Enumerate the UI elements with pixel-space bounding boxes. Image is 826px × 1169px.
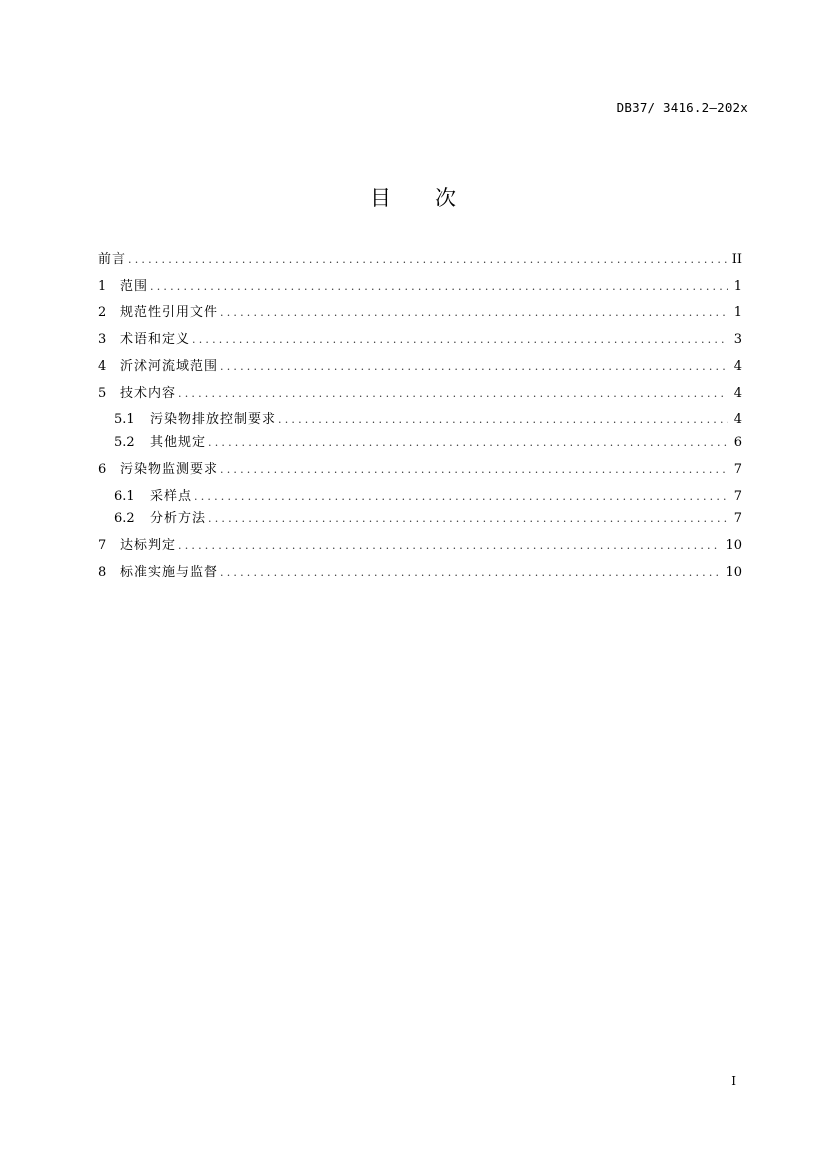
toc-entry-3[interactable] xyxy=(98,330,742,350)
toc-entry-label: 其他规定 xyxy=(150,435,207,450)
toc-dot-leader xyxy=(128,250,728,270)
toc-entry-page: 4 xyxy=(733,412,742,427)
toc-dot-leader xyxy=(208,433,728,453)
toc-entry-page: 3 xyxy=(733,332,742,347)
toc-dot-leader xyxy=(220,303,728,323)
toc-dot-leader xyxy=(178,384,728,404)
toc-entry-label: 前言 xyxy=(98,252,127,267)
toc-entry-label: 技术内容 xyxy=(120,386,177,401)
toc-dot-leader xyxy=(194,487,728,507)
toc-entry-number: 3 xyxy=(98,332,107,347)
toc-entry-page: 1 xyxy=(733,305,742,320)
toc-entry-number: 4 xyxy=(98,359,107,374)
toc-entry-page: 7 xyxy=(733,462,742,477)
toc-entry-5[interactable] xyxy=(98,384,742,404)
page-number: I xyxy=(731,1074,736,1088)
toc-entry-number: 7 xyxy=(98,538,107,553)
toc-entry-page: II xyxy=(731,252,742,267)
toc-entry-number: 8 xyxy=(98,565,107,580)
toc-entry-label: 标准实施与监督 xyxy=(120,565,219,580)
toc-entry-5-1[interactable] xyxy=(114,410,742,430)
toc-entry-1[interactable] xyxy=(98,277,742,297)
toc-dot-leader xyxy=(208,509,728,529)
toc-entry-label: 沂沭河流域范围 xyxy=(120,359,219,374)
toc-entry-2[interactable] xyxy=(98,303,742,323)
toc-entry-page: 1 xyxy=(733,279,742,294)
toc-entry-label: 分析方法 xyxy=(150,511,207,526)
toc-entry-number: 5 xyxy=(98,386,107,401)
toc-entry-page: 4 xyxy=(733,386,742,401)
toc-entry-page: 4 xyxy=(733,359,742,374)
toc-entry-number: 6.1 xyxy=(114,489,135,504)
toc-entry-number: 5.1 xyxy=(114,412,135,427)
toc-dot-leader xyxy=(220,357,728,377)
toc-entry-number: 6.2 xyxy=(114,511,135,526)
toc-entry-5-2[interactable] xyxy=(114,433,742,453)
toc-dot-leader xyxy=(150,277,728,297)
toc-entry-label: 规范性引用文件 xyxy=(120,305,219,320)
toc-entry-number: 1 xyxy=(98,279,107,294)
toc-entry-label: 达标判定 xyxy=(120,538,177,553)
toc-title xyxy=(0,182,826,212)
toc-entry-8[interactable] xyxy=(98,563,742,583)
toc-dot-leader xyxy=(278,410,728,430)
toc-entry-page: 7 xyxy=(733,489,742,504)
toc-dot-leader xyxy=(220,460,728,480)
toc-entry-page: 6 xyxy=(733,435,742,450)
toc-dot-leader xyxy=(178,536,721,556)
toc-entry-page: 10 xyxy=(725,565,742,580)
toc-entry-label: 污染物排放控制要求 xyxy=(150,412,277,427)
toc-entry-number: 2 xyxy=(98,305,107,320)
toc-dot-leader xyxy=(220,563,721,583)
toc-entry-label: 范围 xyxy=(120,279,149,294)
toc-entry-7[interactable] xyxy=(98,536,742,556)
toc-entry-page: 7 xyxy=(733,511,742,526)
toc-entry-number: 6 xyxy=(98,462,107,477)
toc-dot-leader xyxy=(192,330,728,350)
toc-entry-6-1[interactable] xyxy=(114,487,742,507)
toc-entry-number: 5.2 xyxy=(114,435,135,450)
toc-entry-4[interactable] xyxy=(98,357,742,377)
toc-entry-label: 污染物监测要求 xyxy=(120,462,219,477)
toc-entry-page: 10 xyxy=(725,538,742,553)
toc-title-char-1: 目 xyxy=(370,186,391,210)
toc-entry-label: 术语和定义 xyxy=(120,332,191,347)
toc-title-char-2: 次 xyxy=(435,186,456,210)
toc-entry-6[interactable] xyxy=(98,460,742,480)
toc-entry-foreword[interactable] xyxy=(98,250,742,270)
toc-entry-6-2[interactable] xyxy=(114,509,742,529)
document-code: DB37/ 3416.2—202x xyxy=(616,100,748,115)
toc-entry-label: 采样点 xyxy=(150,489,193,504)
